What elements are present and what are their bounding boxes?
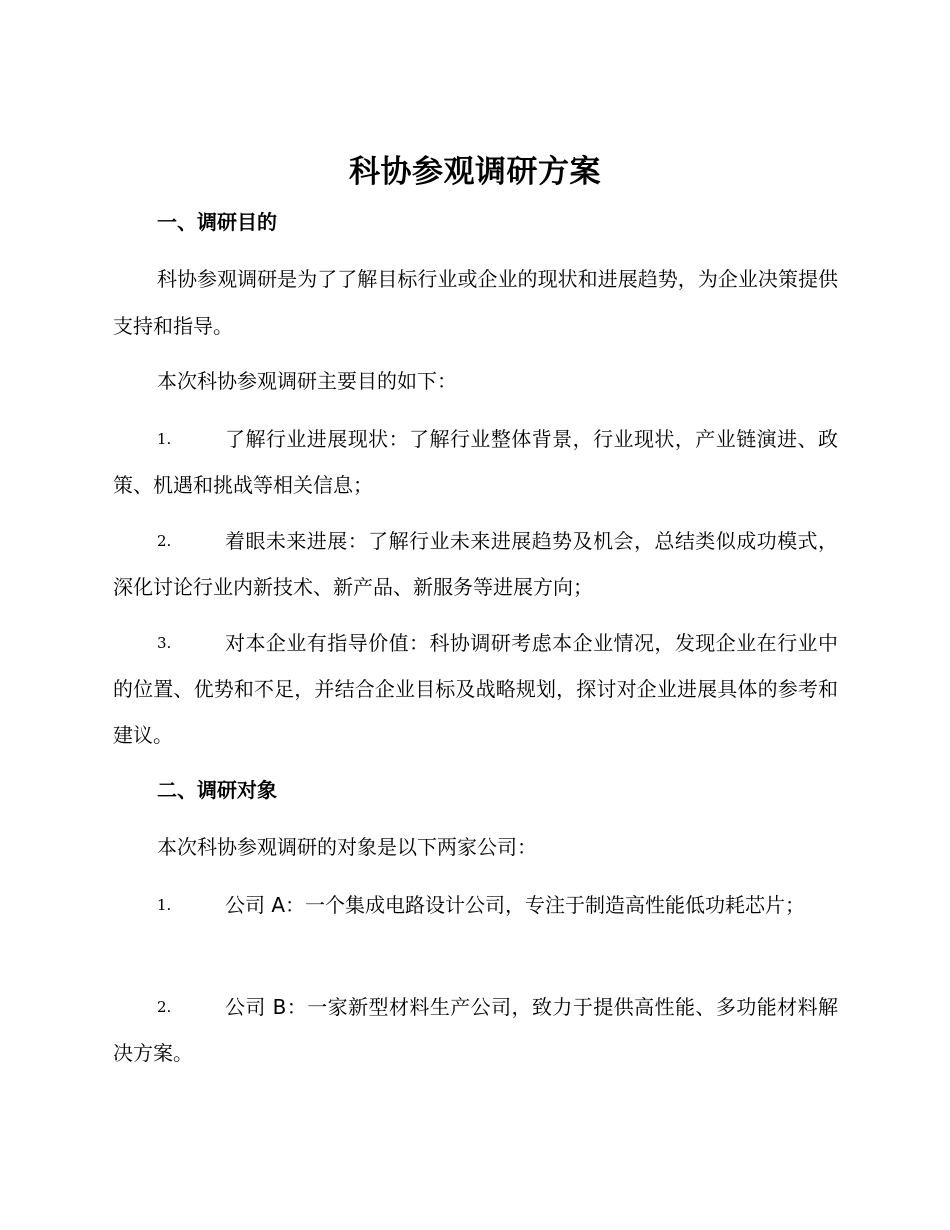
list-item-text: 公司 B：一家新型材料生产公司，致力于提供高性能、多功能材料解决方案。 bbox=[113, 995, 838, 1065]
list-item-text: 着眼未来进展：了解行业未来进展趋势及机会，总结类似成功模式，深化讨论行业内新技术、新产品、新服务等进展方向； bbox=[113, 529, 838, 599]
list-item-number: 2. bbox=[157, 532, 172, 550]
list-item-text: 公司 A：一个集成电路设计公司，专注于制造高性能低功耗芯片； bbox=[225, 893, 806, 917]
list-item-text: 对本企业有指导价值：科协调研考虑本企业情况，发现企业在行业中的位置、优势和不足，并结合企业目标及战略规划，探讨对企业进展具体的参考和建议。 bbox=[113, 631, 838, 747]
section-heading-purpose: 一、调研目的 bbox=[157, 210, 277, 234]
document-title: 科协参观调研方案 bbox=[349, 154, 601, 190]
list-item-number: 3. bbox=[157, 634, 172, 652]
list-item-number: 1. bbox=[157, 430, 172, 448]
list-item bbox=[113, 620, 838, 758]
list-item-number: 2. bbox=[157, 998, 172, 1016]
list-item bbox=[113, 984, 838, 1076]
purpose-lead-paragraph: 本次科协参观调研主要目的如下： bbox=[157, 369, 457, 393]
list-item-text: 了解行业进展现状：了解行业整体背景，行业现状，产业链演进、政策、机遇和挑战等相关信息； bbox=[113, 427, 838, 497]
purpose-intro-paragraph: 科协参观调研是为了了解目标行业或企业的现状和进展趋势，为企业决策提供支持和指导。 bbox=[113, 267, 838, 338]
list-item bbox=[113, 882, 838, 928]
targets-lead-paragraph: 本次科协参观调研的对象是以下两家公司： bbox=[157, 835, 537, 859]
list-item bbox=[113, 416, 838, 508]
section-heading-targets: 二、调研对象 bbox=[157, 778, 277, 802]
list-item bbox=[113, 518, 838, 610]
list-item-number: 1. bbox=[157, 896, 172, 914]
